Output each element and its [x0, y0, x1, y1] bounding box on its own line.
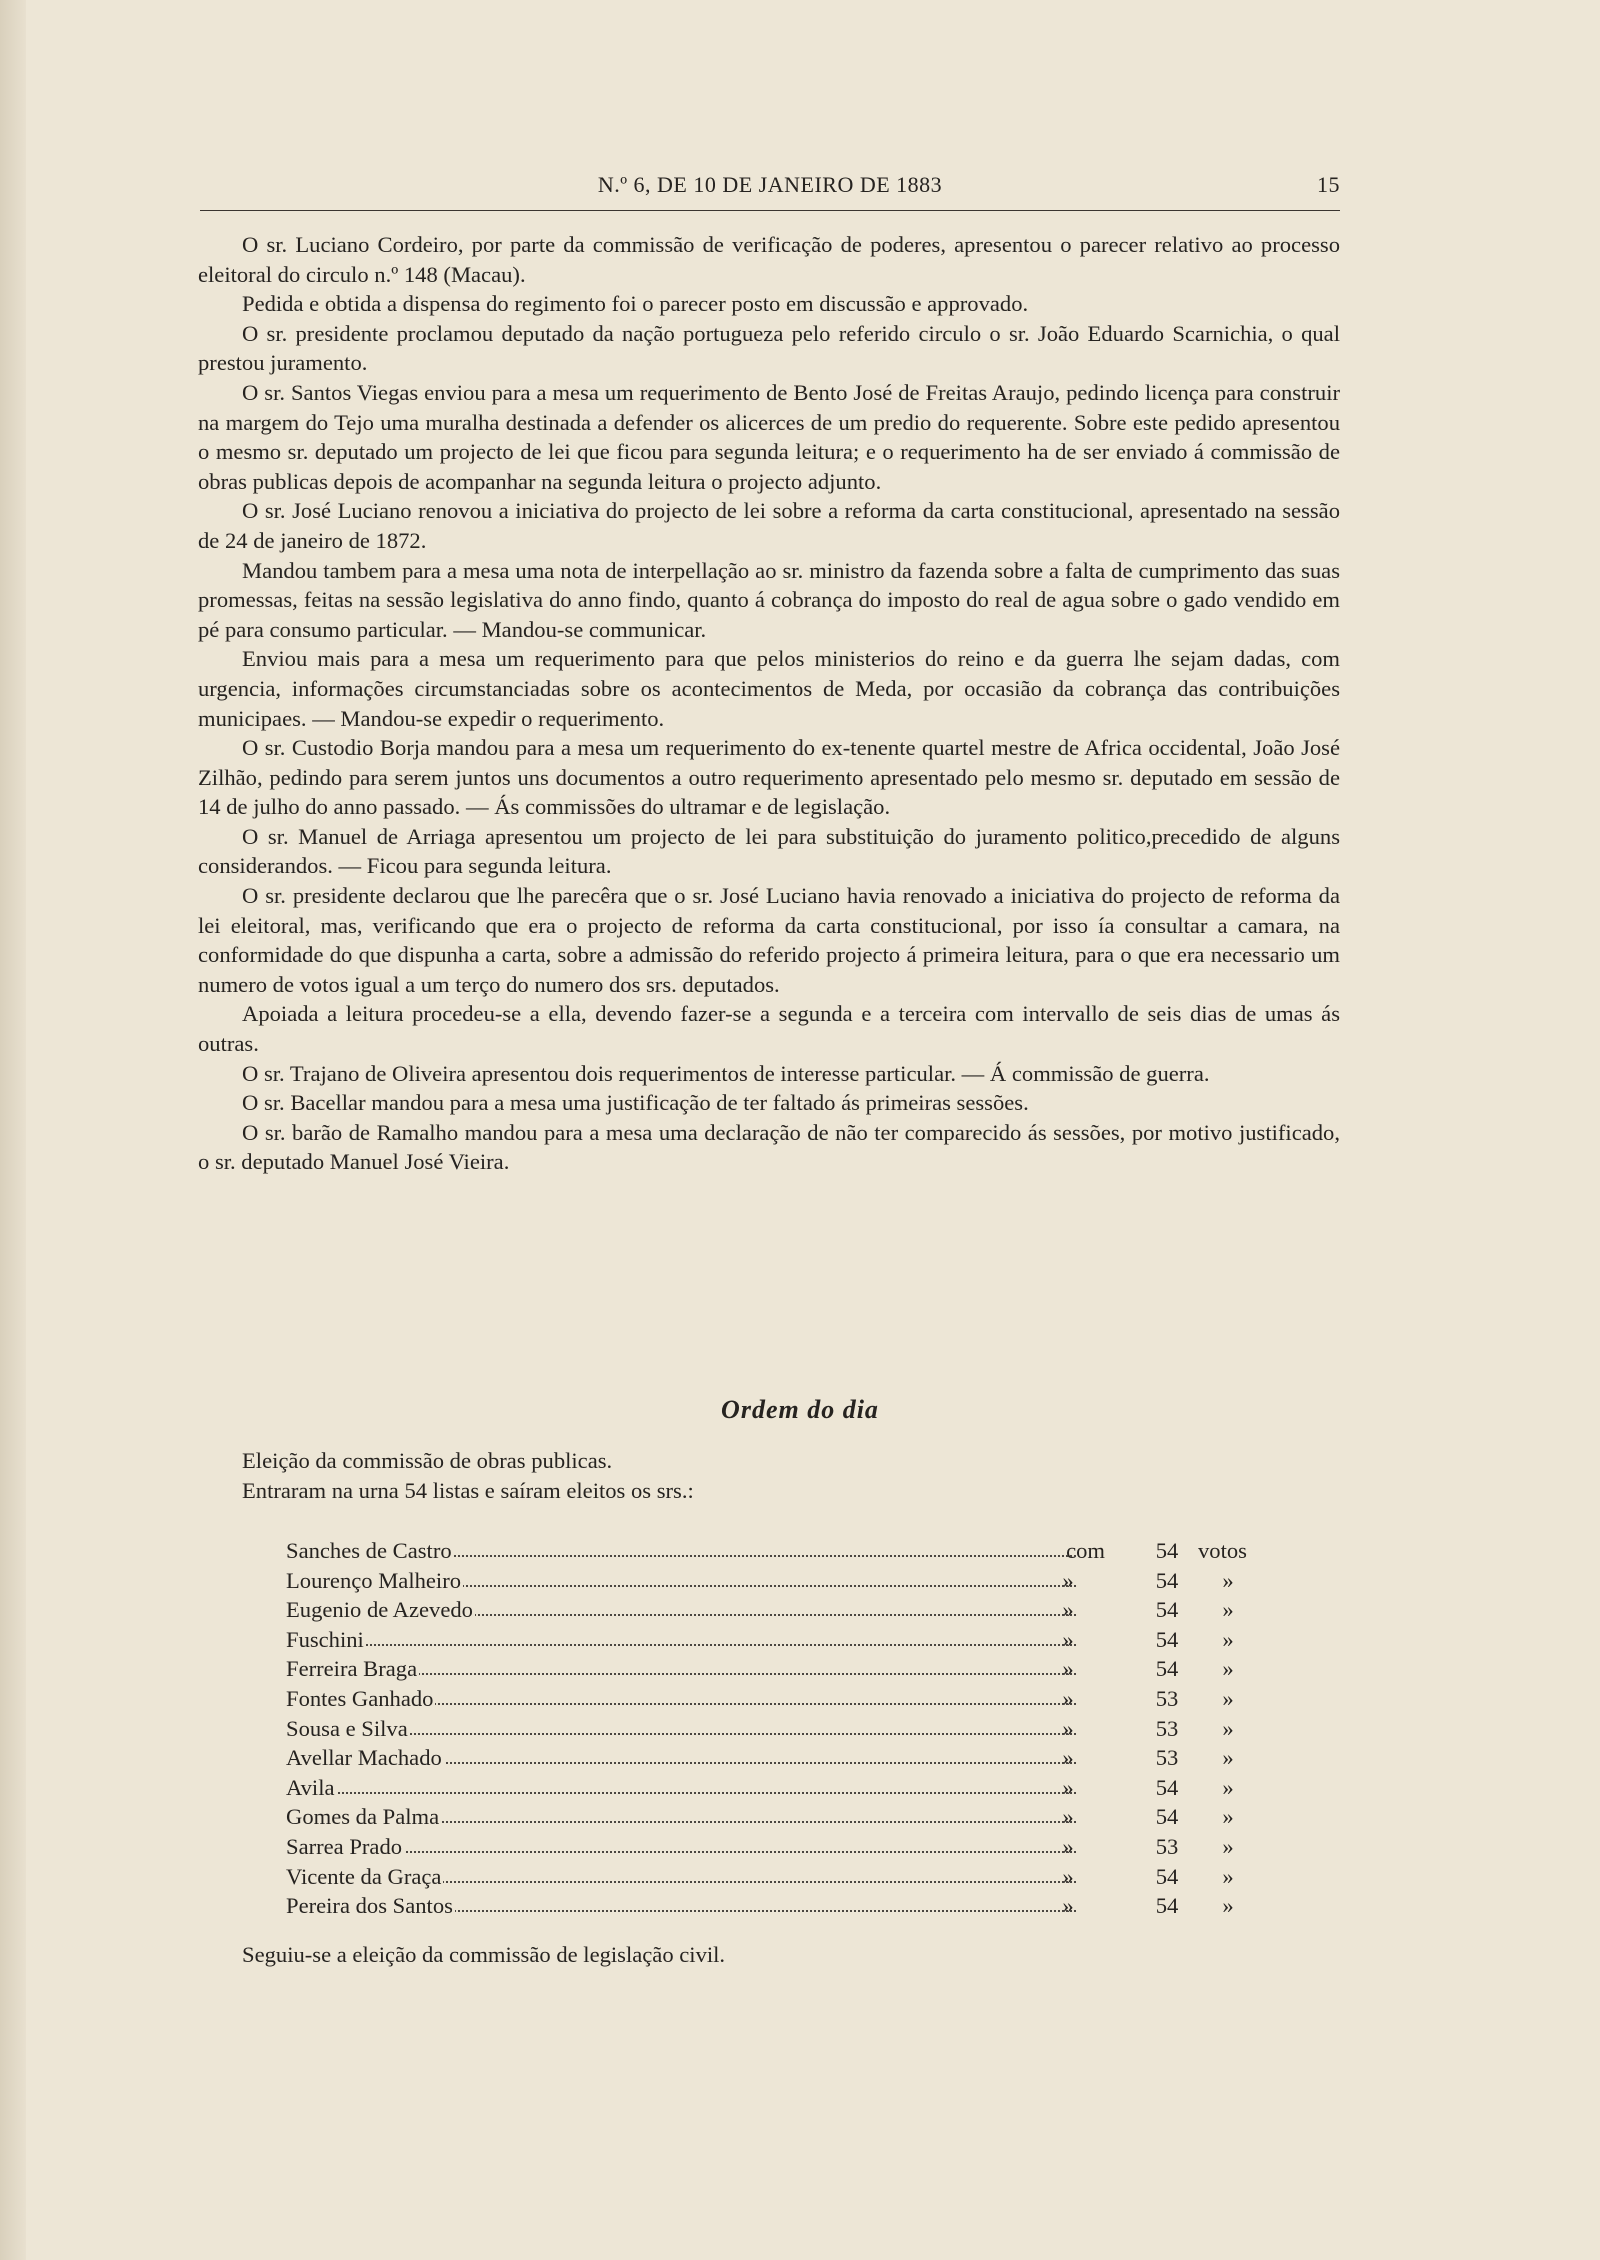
- elected-name: Vicente da Graça: [286, 1862, 443, 1892]
- vote-prefix: »: [1062, 1626, 1074, 1652]
- header-rule: [200, 210, 1340, 211]
- paragraph: O sr. Trajano de Oliveira apresentou dois requerimentos de interesse particular. — Á commissão de guerra.: [242, 1060, 1210, 1086]
- vote-suffix: »: [1222, 1715, 1234, 1741]
- vote-suffix: »: [1222, 1774, 1234, 1800]
- elected-name: Eugenio de Azevedo: [286, 1595, 475, 1625]
- vote-count: 54: [1155, 1626, 1179, 1652]
- elected-name: Sousa e Silva: [286, 1714, 410, 1744]
- vote-count: 54: [1155, 1597, 1179, 1623]
- vote-row: [286, 1802, 1258, 1832]
- elected-name: Avellar Machado: [286, 1743, 444, 1773]
- vote-row: [286, 1773, 1258, 1803]
- vote-count: 53: [1155, 1685, 1179, 1711]
- vote-prefix: »: [1062, 1597, 1074, 1623]
- vote-suffix: »: [1222, 1626, 1234, 1652]
- page-binding-edge: [0, 0, 26, 2260]
- vote-suffix: votos: [1198, 1538, 1247, 1563]
- paragraph: O sr. Santos Viegas enviou para a mesa um requerimento de Bento José de Freitas Araujo, pedindo licença para construir na margem do Tejo uma muralha destinada a defender os alicerces de um predio do requerente. Sobre este pedido apresentou o mesmo sr. deputado um projecto de lei que ficou para segunda leitura; e o requerimento ha de ser enviado á commissão de obras publicas depois de acompanhar na segunda leitura o projecto adjunto.: [198, 379, 1340, 494]
- page-header: [200, 168, 1340, 208]
- vote-suffix: »: [1222, 1567, 1234, 1593]
- vote-row: [286, 1714, 1258, 1744]
- paragraph: Enviou mais para a mesa um requerimento para que pelos ministerios do reino e da guerra lhe sejam dadas, com urgencia, informações circumstanciadas sobre os acontecimentos de Meda, por occasião da cobrança das contribuições municipaes. — Mandou-se expedir o requerimento.: [198, 646, 1340, 731]
- paragraph: Mandou tambem para a mesa uma nota de interpellação ao sr. ministro da fazenda sobre a falta de cumprimento das suas promessas, feitas na sessão legislativa do anno findo, quanto á cobrança do imposto do real de agua sobre o gado vendido em pé para consumo particular. — Mandou-se communicar.: [198, 557, 1340, 642]
- vote-suffix: »: [1222, 1597, 1234, 1623]
- elected-name: Gomes da Palma: [286, 1802, 441, 1832]
- elected-name: Fontes Ganhado: [286, 1684, 435, 1714]
- vote-suffix: »: [1222, 1745, 1234, 1771]
- elected-name: Avila: [286, 1773, 337, 1803]
- vote-row: [286, 1566, 1258, 1596]
- vote-prefix: »: [1062, 1656, 1074, 1682]
- vote-prefix: »: [1062, 1863, 1074, 1889]
- closing-line: Seguiu-se a eleição da commissão de legislação civil.: [242, 1942, 726, 1967]
- vote-count: 54: [1155, 1774, 1179, 1800]
- vote-prefix: »: [1062, 1715, 1074, 1741]
- vote-prefix: »: [1062, 1833, 1074, 1859]
- vote-row: [286, 1891, 1258, 1921]
- vote-prefix: »: [1062, 1774, 1074, 1800]
- vote-list: [286, 1536, 1258, 1921]
- elected-name: Sanches de Castro: [286, 1536, 454, 1566]
- elected-name: Sarrea Prado: [286, 1832, 404, 1862]
- vote-count: 54: [1155, 1804, 1179, 1830]
- page-number: 15: [1317, 172, 1340, 197]
- vote-prefix: »: [1062, 1567, 1074, 1593]
- paragraph: O sr. presidente proclamou deputado da nação portugueza pelo referido circulo o sr. João Eduardo Scarnichia, o qual prestou juramento.: [198, 320, 1340, 376]
- dot-leader: [286, 1792, 1076, 1794]
- vote-prefix: »: [1062, 1893, 1074, 1919]
- vote-count: 54: [1155, 1567, 1179, 1593]
- vote-row: [286, 1743, 1258, 1773]
- vote-row: [286, 1595, 1258, 1625]
- vote-row: [286, 1654, 1258, 1684]
- paragraph: O sr. Custodio Borja mandou para a mesa um requerimento do ex-tenente quartel mestre de Africa occidental, João José Zilhão, pedindo para serem juntos uns documentos a outro requerimento apresentado pelo mesmo sr. deputado em sessão de 14 de julho do anno passado. — Ás commissões do ultramar e de legislação.: [198, 735, 1340, 820]
- vote-count: 54: [1155, 1538, 1179, 1563]
- vote-prefix: »: [1062, 1685, 1074, 1711]
- vote-count: 54: [1155, 1656, 1179, 1682]
- vote-row: [286, 1862, 1258, 1892]
- session-minutes: [198, 230, 1340, 1177]
- vote-count: 53: [1155, 1833, 1179, 1859]
- issue-title: N.º 6, DE 10 DE JANEIRO DE 1883: [597, 172, 943, 197]
- election-line: Eleição da commissão de obras publicas.: [242, 1448, 613, 1473]
- vote-suffix: »: [1222, 1893, 1234, 1919]
- vote-suffix: »: [1222, 1833, 1234, 1859]
- vote-row: [286, 1684, 1258, 1714]
- vote-row: [286, 1536, 1258, 1566]
- elected-name: Fuschini: [286, 1625, 366, 1655]
- election-intro: [198, 1446, 1340, 1506]
- vote-count: 53: [1155, 1715, 1179, 1741]
- vote-prefix: com: [1066, 1538, 1105, 1563]
- vote-row: [286, 1832, 1258, 1862]
- elected-name: Ferreira Braga: [286, 1654, 419, 1684]
- paragraph: Apoiada a leitura procedeu-se a ella, devendo fazer-se a segunda e a terceira com intervallo de seis dias de umas ás outras.: [198, 1001, 1340, 1057]
- section-title-ordem-do-dia: Ordem do dia: [721, 1395, 879, 1424]
- elected-name: Pereira dos Santos: [286, 1891, 455, 1921]
- dot-leader: [286, 1644, 1076, 1646]
- paragraph: O sr. Bacellar mandou para a mesa uma justificação de ter faltado ás primeiras sessões.: [242, 1090, 1029, 1116]
- paragraph: Pedida e obtida a dispensa do regimento foi o parecer posto em discussão e approvado.: [242, 291, 1029, 317]
- dot-leader: [286, 1851, 1076, 1853]
- vote-count: 54: [1155, 1893, 1179, 1919]
- paragraph: O sr. Manuel de Arriaga apresentou um projecto de lei para substituição do juramento politico,precedido de alguns considerandos. — Ficou para segunda leitura.: [198, 823, 1340, 879]
- elected-name: Lourenço Malheiro: [286, 1566, 463, 1596]
- closing-note: [198, 1940, 1340, 1970]
- paragraph: O sr. Luciano Cordeiro, por parte da commissão de verificação de poderes, apresentou o parecer relativo ao processo eleitoral do circulo n.º 148 (Macau).: [198, 232, 1340, 287]
- vote-count: 53: [1155, 1745, 1179, 1771]
- vote-suffix: »: [1222, 1804, 1234, 1830]
- vote-row: [286, 1625, 1258, 1655]
- vote-suffix: »: [1222, 1685, 1234, 1711]
- vote-prefix: »: [1062, 1745, 1074, 1771]
- vote-count: 54: [1155, 1863, 1179, 1889]
- paragraph: O sr. presidente declarou que lhe parecêra que o sr. José Luciano havia renovado a iniciativa do projecto de reforma da lei eleitoral, mas, verificando que era o projecto de reforma da carta constitucional, por isso ía consultar a camara, na conformidade do que dispunha a carta, sobre a admissão do referido projecto á primeira leitura, para o que era necessario um numero de votos igual a um terço do numero dos srs. deputados.: [198, 883, 1340, 997]
- paragraph: O sr. barão de Ramalho mandou para a mesa uma declaração de não ter comparecido ás sessões, por motivo justificado, o sr. deputado Manuel José Vieira.: [198, 1119, 1340, 1175]
- vote-suffix: »: [1222, 1863, 1234, 1889]
- vote-prefix: »: [1062, 1804, 1074, 1830]
- paragraph: O sr. José Luciano renovou a iniciativa do projecto de lei sobre a reforma da carta constitucional, apresentado na sessão de 24 de janeiro de 1872.: [198, 498, 1340, 553]
- vote-suffix: »: [1222, 1656, 1234, 1682]
- election-line: Entraram na urna 54 listas e saíram eleitos os srs.:: [242, 1478, 694, 1503]
